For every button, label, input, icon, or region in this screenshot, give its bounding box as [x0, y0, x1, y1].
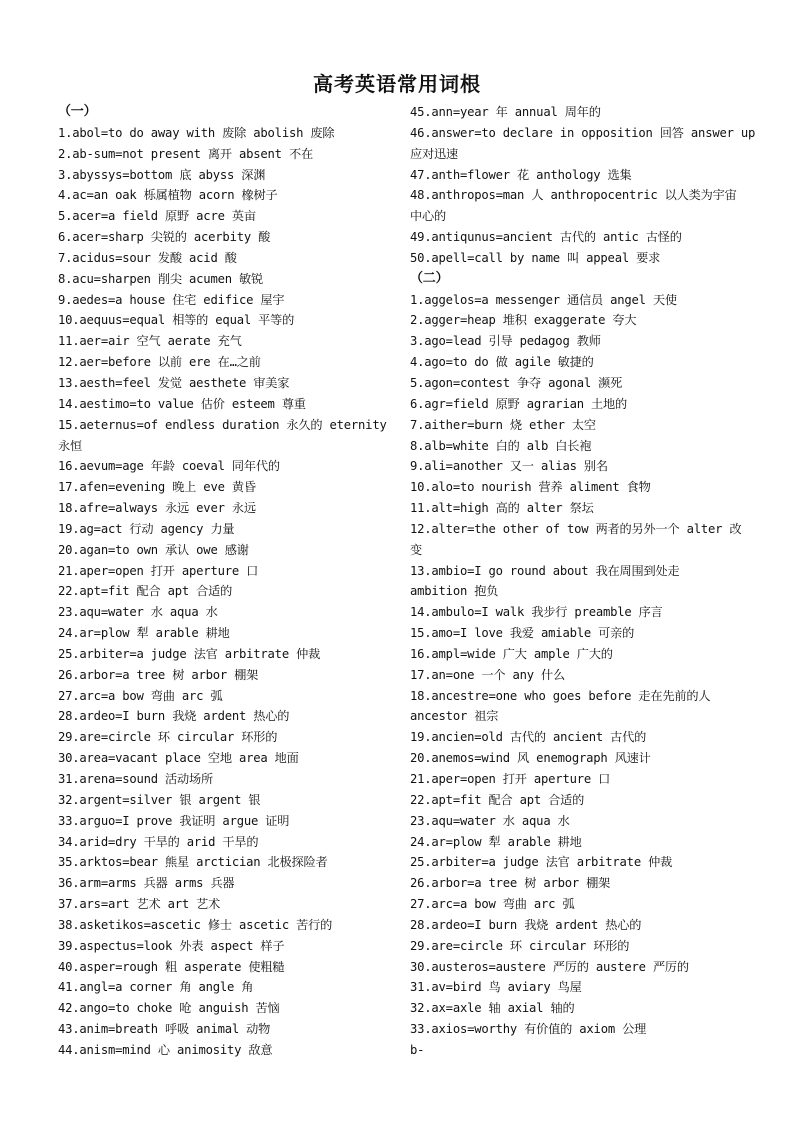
left-column [58, 102, 392, 1061]
root-entry-line: 7.aither=burn 烧 ether 太空 [410, 417, 596, 432]
root-entry-line: 50.apell=call by name 叫 appeal 要求 [410, 250, 661, 265]
root-entry-line: 9.aedes=a house 住宅 edifice 屋宇 [58, 292, 285, 307]
root-entry-line: 29.are=circle 环 circular 环形的 [58, 730, 278, 745]
root-entry-line: 14.aestimo=to value 估价 esteem 尊重 [58, 396, 306, 411]
root-entry-line: 36.arm=arms 兵器 arms 兵器 [58, 876, 235, 891]
root-entry-line: 1.aggelos=a messenger 通信员 angel 天使 [410, 292, 677, 307]
root-entry-line: 17.afen=evening 晚上 eve 黄昏 [58, 480, 256, 495]
root-entry-line: 41.angl=a corner 角 angle 角 [58, 980, 254, 995]
section-heading: （一） [58, 104, 97, 119]
root-entry-line: 19.ag=act 行动 agency 力量 [58, 521, 235, 536]
root-entry-line: 25.arbiter=a judge 法官 arbitrate 仲裁 [410, 855, 673, 870]
root-entry-line: 48.anthropos=man 人 anthropocentric 以人类为宇宙 [410, 188, 737, 203]
root-entry-line: b- [410, 1042, 425, 1057]
root-entry-line: 21.aper=open 打开 aperture 口 [410, 772, 611, 786]
root-entry-line: 5.acer=a field 原野 acre 英亩 [58, 209, 256, 224]
root-entry-line: 39.aspectus=look 外表 aspect 样子 [58, 938, 285, 953]
root-entry-line: 14.ambulo=I walk 我步行 preamble 序言 [410, 605, 663, 620]
root-entry-line: 29.are=circle 环 circular 环形的 [410, 938, 630, 953]
root-entry-line: 3.ago=lead 引导 pedagog 教师 [410, 334, 601, 349]
root-entry-line: 17.an=one 一个 any 什么 [410, 667, 566, 682]
root-entry-line: 30.austeros=austere 严厉的 austere 严厉的 [410, 959, 689, 974]
root-entry-line: 42.ango=to choke 呛 anguish 苦恼 [58, 1001, 280, 1016]
section-heading: （二） [410, 270, 449, 286]
root-entry-line: 13.aesth=feel 发觉 aesthete 审美家 [58, 375, 290, 390]
right-column [410, 102, 756, 1061]
root-entry-line: 6.acer=sharp 尖锐的 acerbity 酸 [58, 230, 271, 245]
root-entry-line: 23.aqu=water 水 aqua 水 [410, 813, 570, 828]
root-entry-line: 11.aer=air 空气 aerate 充气 [58, 334, 242, 349]
root-entry-line: 32.argent=silver 银 argent 银 [58, 792, 261, 807]
root-entry-line: 37.ars=art 艺术 art 艺术 [58, 897, 221, 912]
root-entry-line: 7.acidus=sour 发酸 acid 酸 [58, 250, 237, 265]
root-entry-line: 20.anemos=wind 风 enemograph 风速计 [410, 751, 651, 766]
root-entry-line: 变 [410, 542, 422, 557]
root-entry-line: 永恒 [58, 438, 82, 453]
root-entry-line: 34.arid=dry 干旱的 arid 干旱的 [58, 834, 259, 849]
root-entry-line: 22.apt=fit 配合 apt 合适的 [58, 584, 233, 599]
root-entry-line: 24.ar=plow 犁 arable 耕地 [410, 834, 582, 849]
root-entry-line: 23.aqu=water 水 aqua 水 [58, 605, 218, 620]
root-entry-line: 18.ancestre=one who goes before 走在先前的人 [410, 688, 711, 703]
root-entry-line: 45.ann=year 年 annual 周年的 [410, 105, 601, 119]
root-entry-line: 33.axios=worthy 有价值的 axiom 公理 [410, 1022, 647, 1037]
root-entry-line: 32.ax=axle 轴 axial 轴的 [410, 1001, 575, 1016]
root-entry-line: 20.agan=to own 承认 owe 感谢 [58, 542, 249, 557]
root-entry-line: 3.abyssys=bottom 底 abyss 深渊 [58, 167, 266, 182]
root-entry-line: 35.arktos=bear 熊星 arctician 北极探险者 [58, 855, 328, 870]
root-entry-line: ambition 抱负 [410, 584, 499, 599]
root-entry-line: 25.arbiter=a judge 法官 arbitrate 仲裁 [58, 646, 321, 661]
root-entry-line: 16.ampl=wide 广大 ample 广大的 [410, 646, 613, 661]
root-entry-line: 49.antiqunus=ancient 古代的 antic 古怪的 [410, 230, 682, 245]
root-entry-line: 11.alt=high 高的 alter 祭坛 [410, 501, 594, 516]
root-entry-line: 应对迅速 [410, 146, 458, 161]
root-entry-line: 9.ali=another 又一 alias 别名 [410, 459, 608, 474]
root-entry-line: 27.arc=a bow 弯曲 arc 弧 [58, 688, 223, 703]
root-entry-line: 28.ardeo=I burn 我烧 ardent 热心的 [58, 709, 290, 724]
root-entry-line: 10.alo=to nourish 营养 aliment 食物 [410, 480, 651, 495]
root-entry-line: 12.alter=the other of tow 两者的另外一个 alter 改 [410, 521, 742, 536]
root-entry-line: 26.arbor=a tree 树 arbor 棚架 [410, 876, 611, 891]
root-entry-line: 4.ago=to do 做 agile 敏捷的 [410, 355, 594, 370]
root-entry-line: 43.anim=breath 呼吸 animal 动物 [58, 1022, 271, 1037]
root-entry-line: 47.anth=flower 花 anthology 选集 [410, 167, 632, 182]
root-entry-line: 1.abol=to do away with 废除 abolish 废除 [58, 125, 335, 140]
root-entry-line: 26.arbor=a tree 树 arbor 棚架 [58, 667, 259, 682]
root-entry-line: 8.acu=sharpen 削尖 acumen 敏锐 [58, 271, 263, 286]
page-title: 高考英语常用词根 [313, 72, 481, 96]
root-entry-line: 24.ar=plow 犁 arable 耕地 [58, 626, 230, 641]
root-entry-line: 21.aper=open 打开 aperture 口 [58, 563, 259, 578]
root-entry-line: 4.ac=an oak 栎属植物 acorn 橡树子 [58, 188, 278, 203]
root-entry-line: 28.ardeo=I burn 我烧 ardent 热心的 [410, 917, 642, 932]
root-entry-line: 10.aequus=equal 相等的 equal 平等的 [58, 313, 295, 328]
root-entry-line: 中心的 [410, 209, 446, 224]
root-entry-line: 8.alb=white 白的 alb 白长袍 [410, 438, 592, 453]
root-entry-line: 2.agger=heap 堆积 exaggerate 夸大 [410, 313, 637, 328]
root-entry-line: 13.ambio=I go round about 我在周围到处走 [410, 563, 680, 578]
root-entry-line: 16.aevum=age 年龄 coeval 同年代的 [58, 459, 280, 474]
root-entry-line: ancestor 祖宗 [410, 709, 499, 724]
root-entry-line: 31.arena=sound 活动场所 [58, 772, 214, 786]
root-entry-line: 12.aer=before 以前 ere 在…之前 [58, 355, 261, 370]
root-entry-line: 15.amo=I love 我爱 amiable 可亲的 [410, 626, 635, 641]
root-entry-line: 18.afre=always 永远 ever 永远 [58, 501, 256, 516]
root-entry-line: 33.arguo=I prove 我证明 argue 证明 [58, 813, 290, 828]
root-entry-line: 31.av=bird 鸟 aviary 鸟屋 [410, 980, 582, 995]
root-entry-line: 19.ancien=old 古代的 ancient 古代的 [410, 730, 647, 745]
root-entry-line: 30.area=vacant place 空地 area 地面 [58, 751, 299, 766]
root-entry-line: 6.agr=field 原野 agrarian 土地的 [410, 396, 627, 411]
root-entry-line: 46.answer=to declare in opposition 回答 answer up [410, 125, 756, 140]
root-entry-line: 44.anism=mind 心 animosity 敌意 [58, 1042, 273, 1057]
root-entry-line: 5.agon=contest 争夺 agonal 濒死 [410, 375, 623, 390]
root-entry-line: 27.arc=a bow 弯曲 arc 弧 [410, 897, 575, 912]
root-entry-line: 15.aeternus=of endless duration 永久的 eternity [58, 417, 387, 432]
root-entry-line: 38.asketikos=ascetic 修士 ascetic 苦行的 [58, 917, 333, 932]
root-entry-line: 40.asper=rough 粗 asperate 使粗糙 [58, 959, 285, 974]
root-entry-line: 22.apt=fit 配合 apt 合适的 [410, 792, 585, 807]
root-entry-line: 2.ab-sum=not present 离开 absent 不在 [58, 146, 313, 161]
